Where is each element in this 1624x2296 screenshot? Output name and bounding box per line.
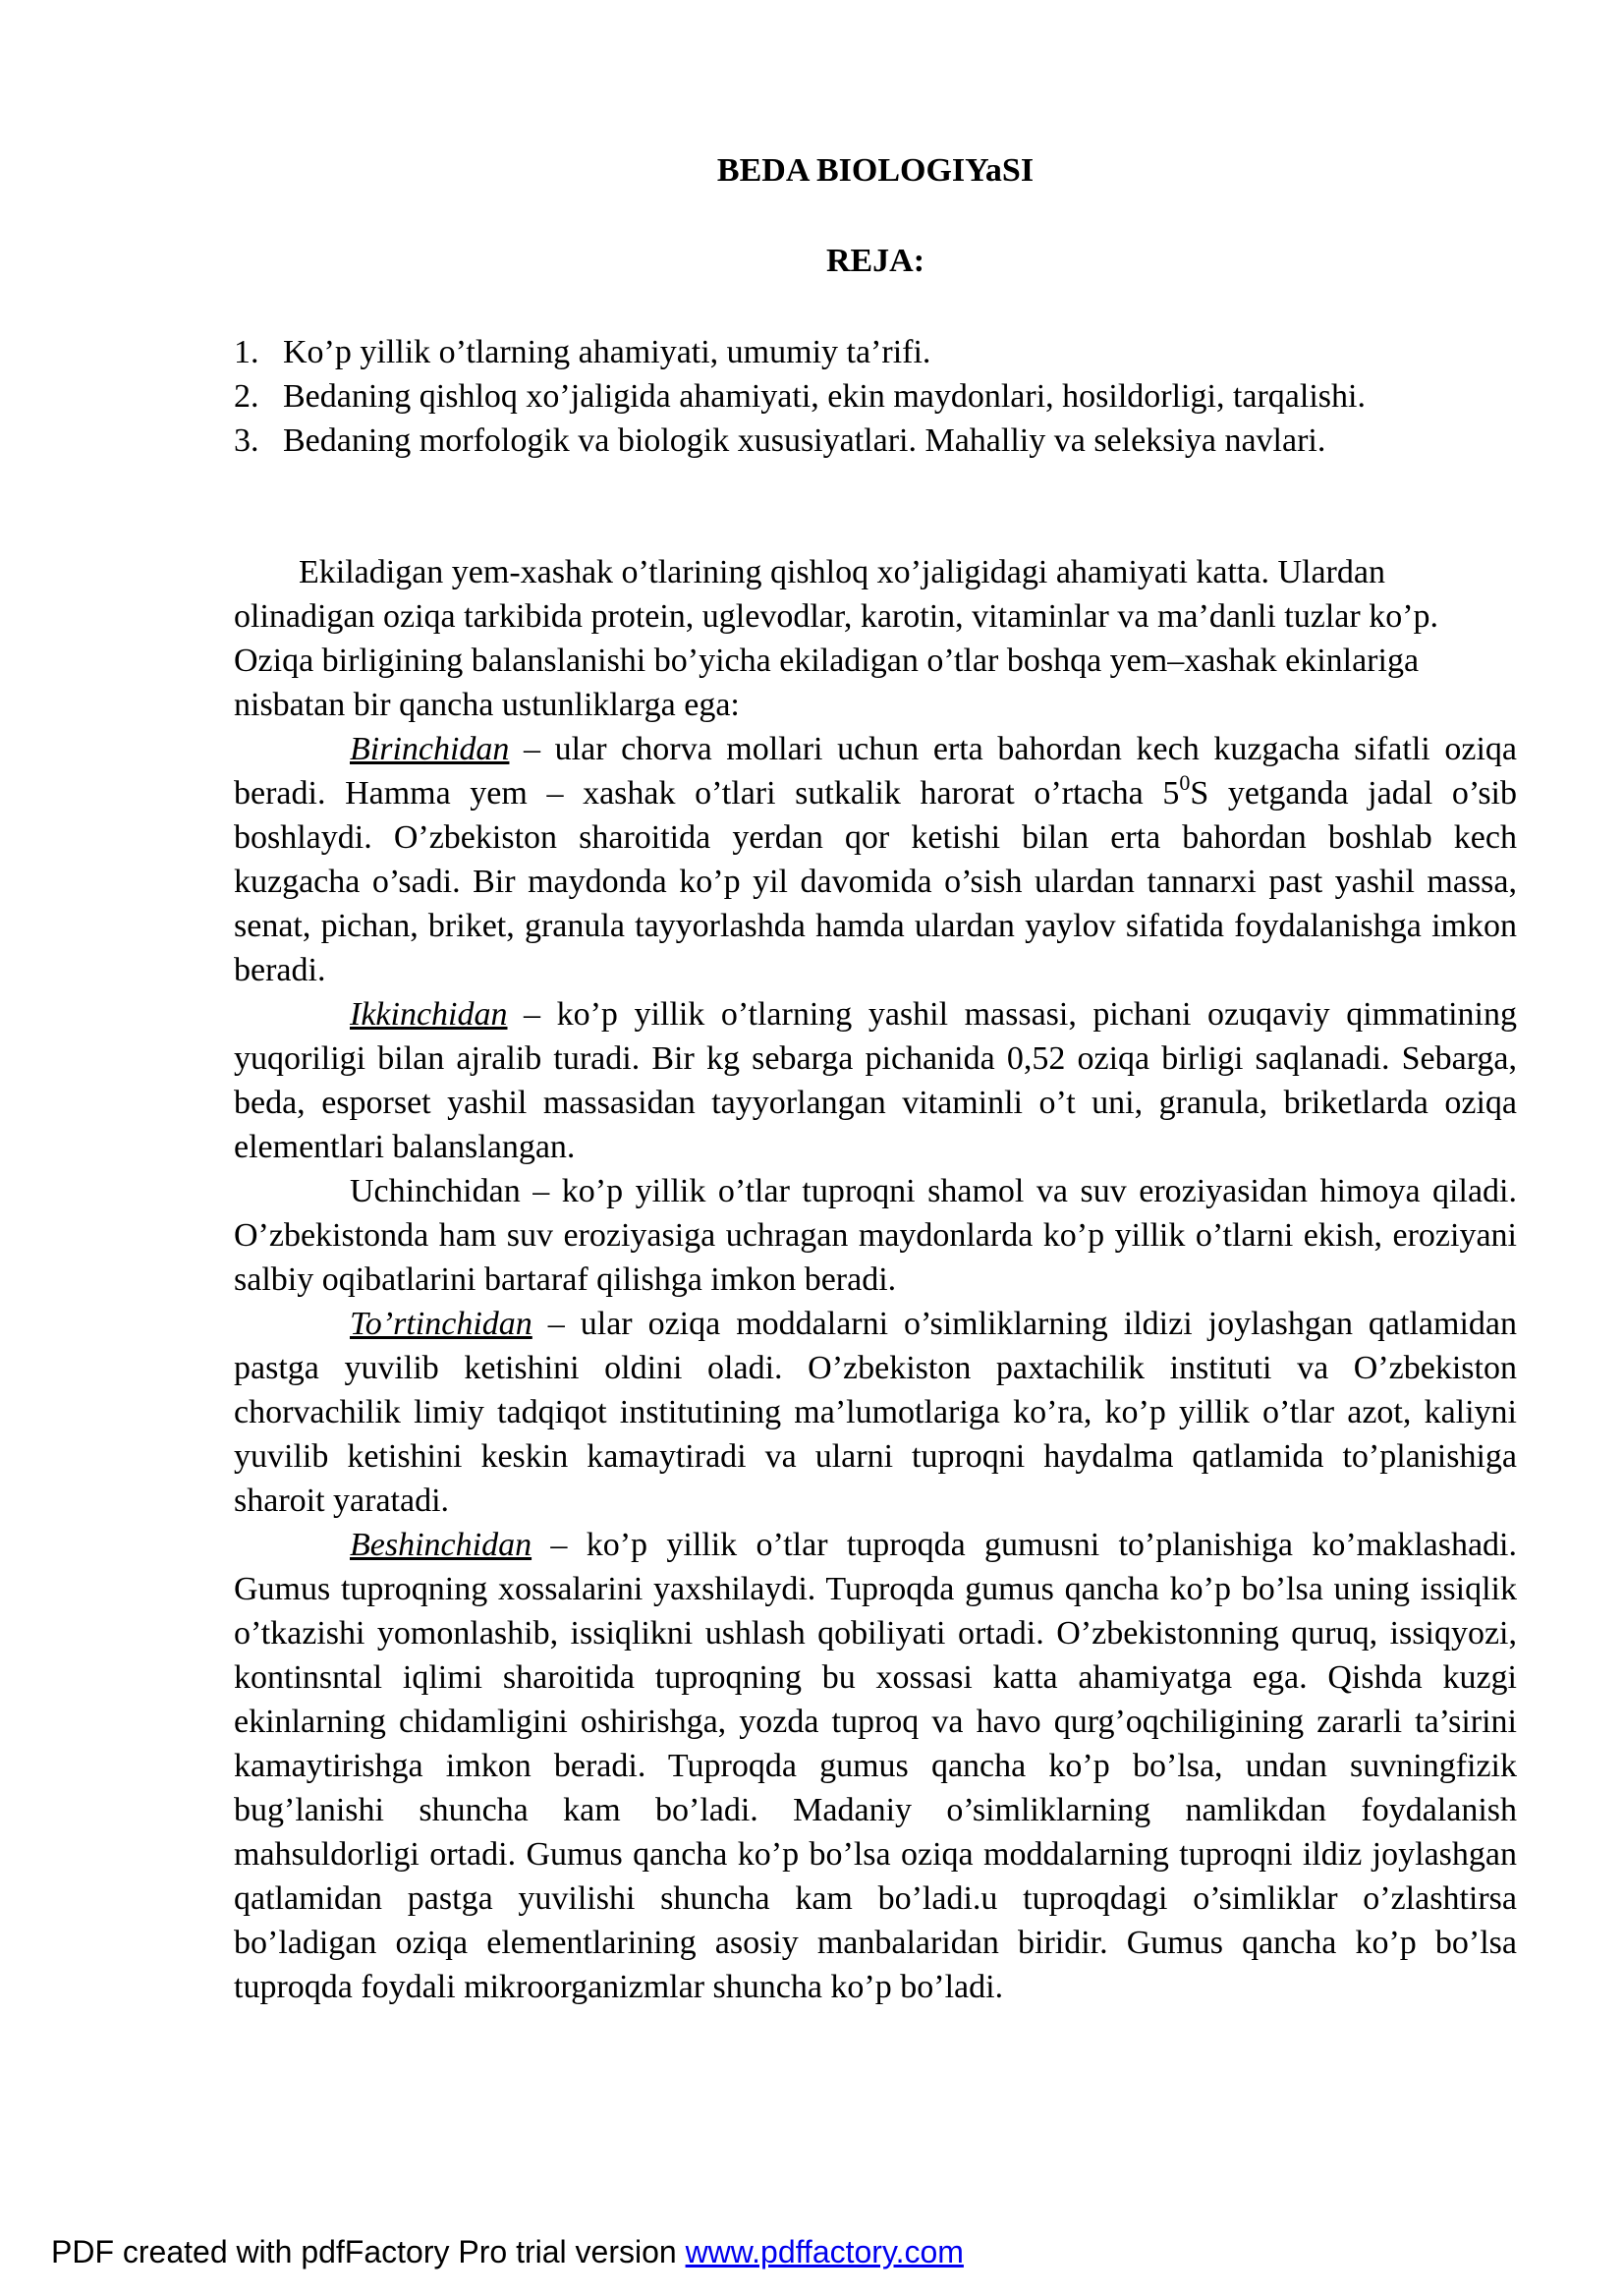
paragraph-lead: Uchinchidan [350,1173,521,1209]
plan-heading: REJA: [825,243,925,279]
paragraph-text: – ular oziqa moddalarni o’simliklarning ildizi joylashgan qatlamidan pastga yuvilib ketishini oldini oladi. O’zbekiston paxtachilik instituti va O’zbekiston chorvachilik limiy tadqiqot institutining ma’lumotlariga ko’ra, ko’p yillik o’tlar azot, kaliyni yuvilib ketishini keskin kamaytiradi va ularni tuproqni haydalma qatlamida to’planishiga sharoit yaratadi. [234,1306,1517,1519]
plan-item [234,330,1517,374]
plan-item-text: Ko’p yillik o’tlarning ahamiyati, umumiy ta’rifi. [283,334,931,370]
paragraph-ikkinchidan [234,992,1517,1169]
paragraph-lead: Ikkinchidan [350,996,508,1033]
body-text [234,550,1517,2009]
paragraph-lead: Beshinchidan [350,1527,532,1563]
paragraph-text: – ko’p yillik o’tlar tuproqda gumusni to’planishiga ko’maklashadi. Gumus tuproqning xossalarini yaxshilaydi. Tuproqda gumus qancha ko’p bo’lsa uning issiqlik o’tkazishi yomonlashib, issiqlikni ushlash qobiliyati ortadi. O’zbekistonning quruq, issiqyozi, kontinsntal iqlimi sharoitida tuproqning bu xossasi katta ahamiyatga ega. Qishda kuzgi ekinlarning chidamligini oshirishga, yozda tuproq va havo qurg’oqchiligining zararli ta’sirini kamaytirishga imkon beradi. Tuproqda gumus qancha ko’p bo’lsa, undan suvningfizik bug’lanishi shuncha kam bo’ladi. Madaniy o’simliklarning namlikdan foydalanish mahsuldorligi ortadi. Gumus qancha ko’p bo’lsa oziqa moddalarning tuproqni ildiz joylashgan qatlamidan pastga yuvilishi shuncha kam bo’ladi.u tuproqdagi o’simliklar o’zlashtirsa bo’ladigan oziqa elementlarining asosiy manbalaridan biridir. Gumus qancha ko’p bo’lsa tuproqda foydali mikroorganizmlar shuncha ko’p bo’ladi. [234,1527,1517,2005]
paragraph-birinchidan [234,727,1517,992]
pdf-footer [51,2232,964,2271]
plan-item [234,419,1517,463]
plan-list [234,330,1517,463]
footer-link[interactable]: www.pdffactory.com [685,2234,964,2269]
paragraph-beshinchidan [234,1523,1517,2009]
plan-item [234,374,1517,419]
plan-item-number: 3. [234,422,259,459]
paragraph-lead: Birinchidan [350,731,510,767]
footer-text: PDF created with pdfFactory Pro trial version [51,2234,686,2269]
plan-item-number: 1. [234,334,259,370]
plan-item-text: Bedaning morfologik va biologik xususiyatlari. Mahalliy va seleksiya navlari. [283,422,1326,459]
paragraph-uchinchidan [234,1169,1517,1302]
paragraph-lead: To’rtinchidan [350,1306,532,1342]
intro-paragraph: Ekiladigan yem-xashak o’tlarining qishloq xo’jaligidagi ahamiyati katta. Ulardan olinadigan oziqa tarkibida protein, uglevodlar, karotin, vitaminlar va ma’danli tuzlar ko’p. Oziqa birligining balanslanishi bo’yicha ekiladigan o’tlar boshqa yem–xashak ekinlariga nisbatan bir qancha ustunliklarga ega: [234,554,1439,723]
paragraph-text: S yetganda jadal o’sib boshlaydi. O’zbekiston sharoitida yerdan qor ketishi bilan erta bahordan boshlab kech kuzgacha o’sadi. Bir maydonda ko’p yil davomida o’sish ulardan tannarxi past yashil massa, senat, pichan, briket, granula tayyorlashda hamda ulardan yaylov sifatida foydalanishga imkon beradi. [234,775,1517,988]
degree-superscript: 0 [1179,769,1191,795]
paragraph-tortinchidan [234,1302,1517,1523]
plan-item-number: 2. [234,378,259,415]
paragraph-text: – ular chorva mollari uchun erta bahordan kech kuzgacha sifatli oziqa beradi. Hamma yem – xashak o’tlari sutkalik harorat o’rtacha 5 [234,731,1517,812]
paragraph-text: – ko’p yillik o’tlar tuproqni shamol va suv eroziyasidan himoya qiladi. O’zbekistonda ham suv eroziyasiga uchragan maydonlarda ko’p yillik o’tlarni ekish, eroziyani salbiy oqibatlarini bartaraf qilishga imkon beradi. [234,1173,1517,1298]
paragraph-text: – ko’p yillik o’tlarning yashil massasi, pichani ozuqaviy qimmatining yuqoriligi bilan ajralib turadi. Bir kg sebarga pichanida 0,52 oziqa birligi saqlanadi. Sebarga, beda, esporset yashil massasidan tayyorlangan vitaminli o’t uni, granula, briketlarda oziqa elementlari balanslangan. [234,996,1517,1165]
plan-item-text: Bedaning qishloq xo’jaligida ahamiyati, ekin maydonlari, hosildorligi, tarqalishi. [283,378,1366,415]
document-title: BEDA BIOLOGIYaSI [716,152,1035,189]
